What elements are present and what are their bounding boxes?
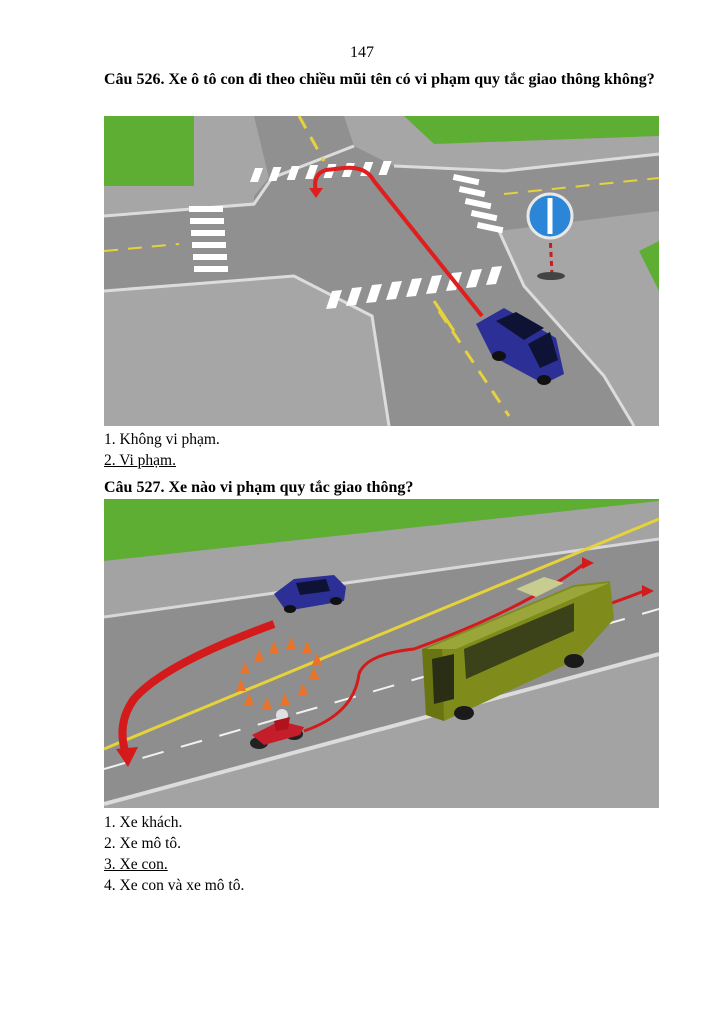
- answer-option[interactable]: 1. Không vi phạm.: [104, 431, 220, 448]
- answer-option-correct[interactable]: 3. Xe con.: [104, 856, 168, 873]
- answer-option[interactable]: 1. Xe khách.: [104, 814, 183, 831]
- question-526-title: Câu 526. Xe ô tô con đi theo chiều mũi tên có vi phạm quy tắc giao thông không?: [104, 71, 655, 88]
- page-number: 147: [350, 44, 374, 61]
- answer-option[interactable]: 2. Xe mô tô.: [104, 835, 182, 852]
- answer-option-correct[interactable]: 2. Vi phạm.: [104, 452, 176, 469]
- answer-option[interactable]: 4. Xe con và xe mô tô.: [104, 877, 245, 894]
- question-527-title: Câu 527. Xe nào vi phạm quy tắc giao thông?: [104, 479, 414, 496]
- figure-intersection-u-turn: [104, 116, 659, 426]
- question-527-answers: [104, 812, 658, 896]
- question-526-answers: [104, 429, 658, 471]
- grass-area: [104, 116, 194, 186]
- figure-bus-motorbike-car: [104, 499, 659, 808]
